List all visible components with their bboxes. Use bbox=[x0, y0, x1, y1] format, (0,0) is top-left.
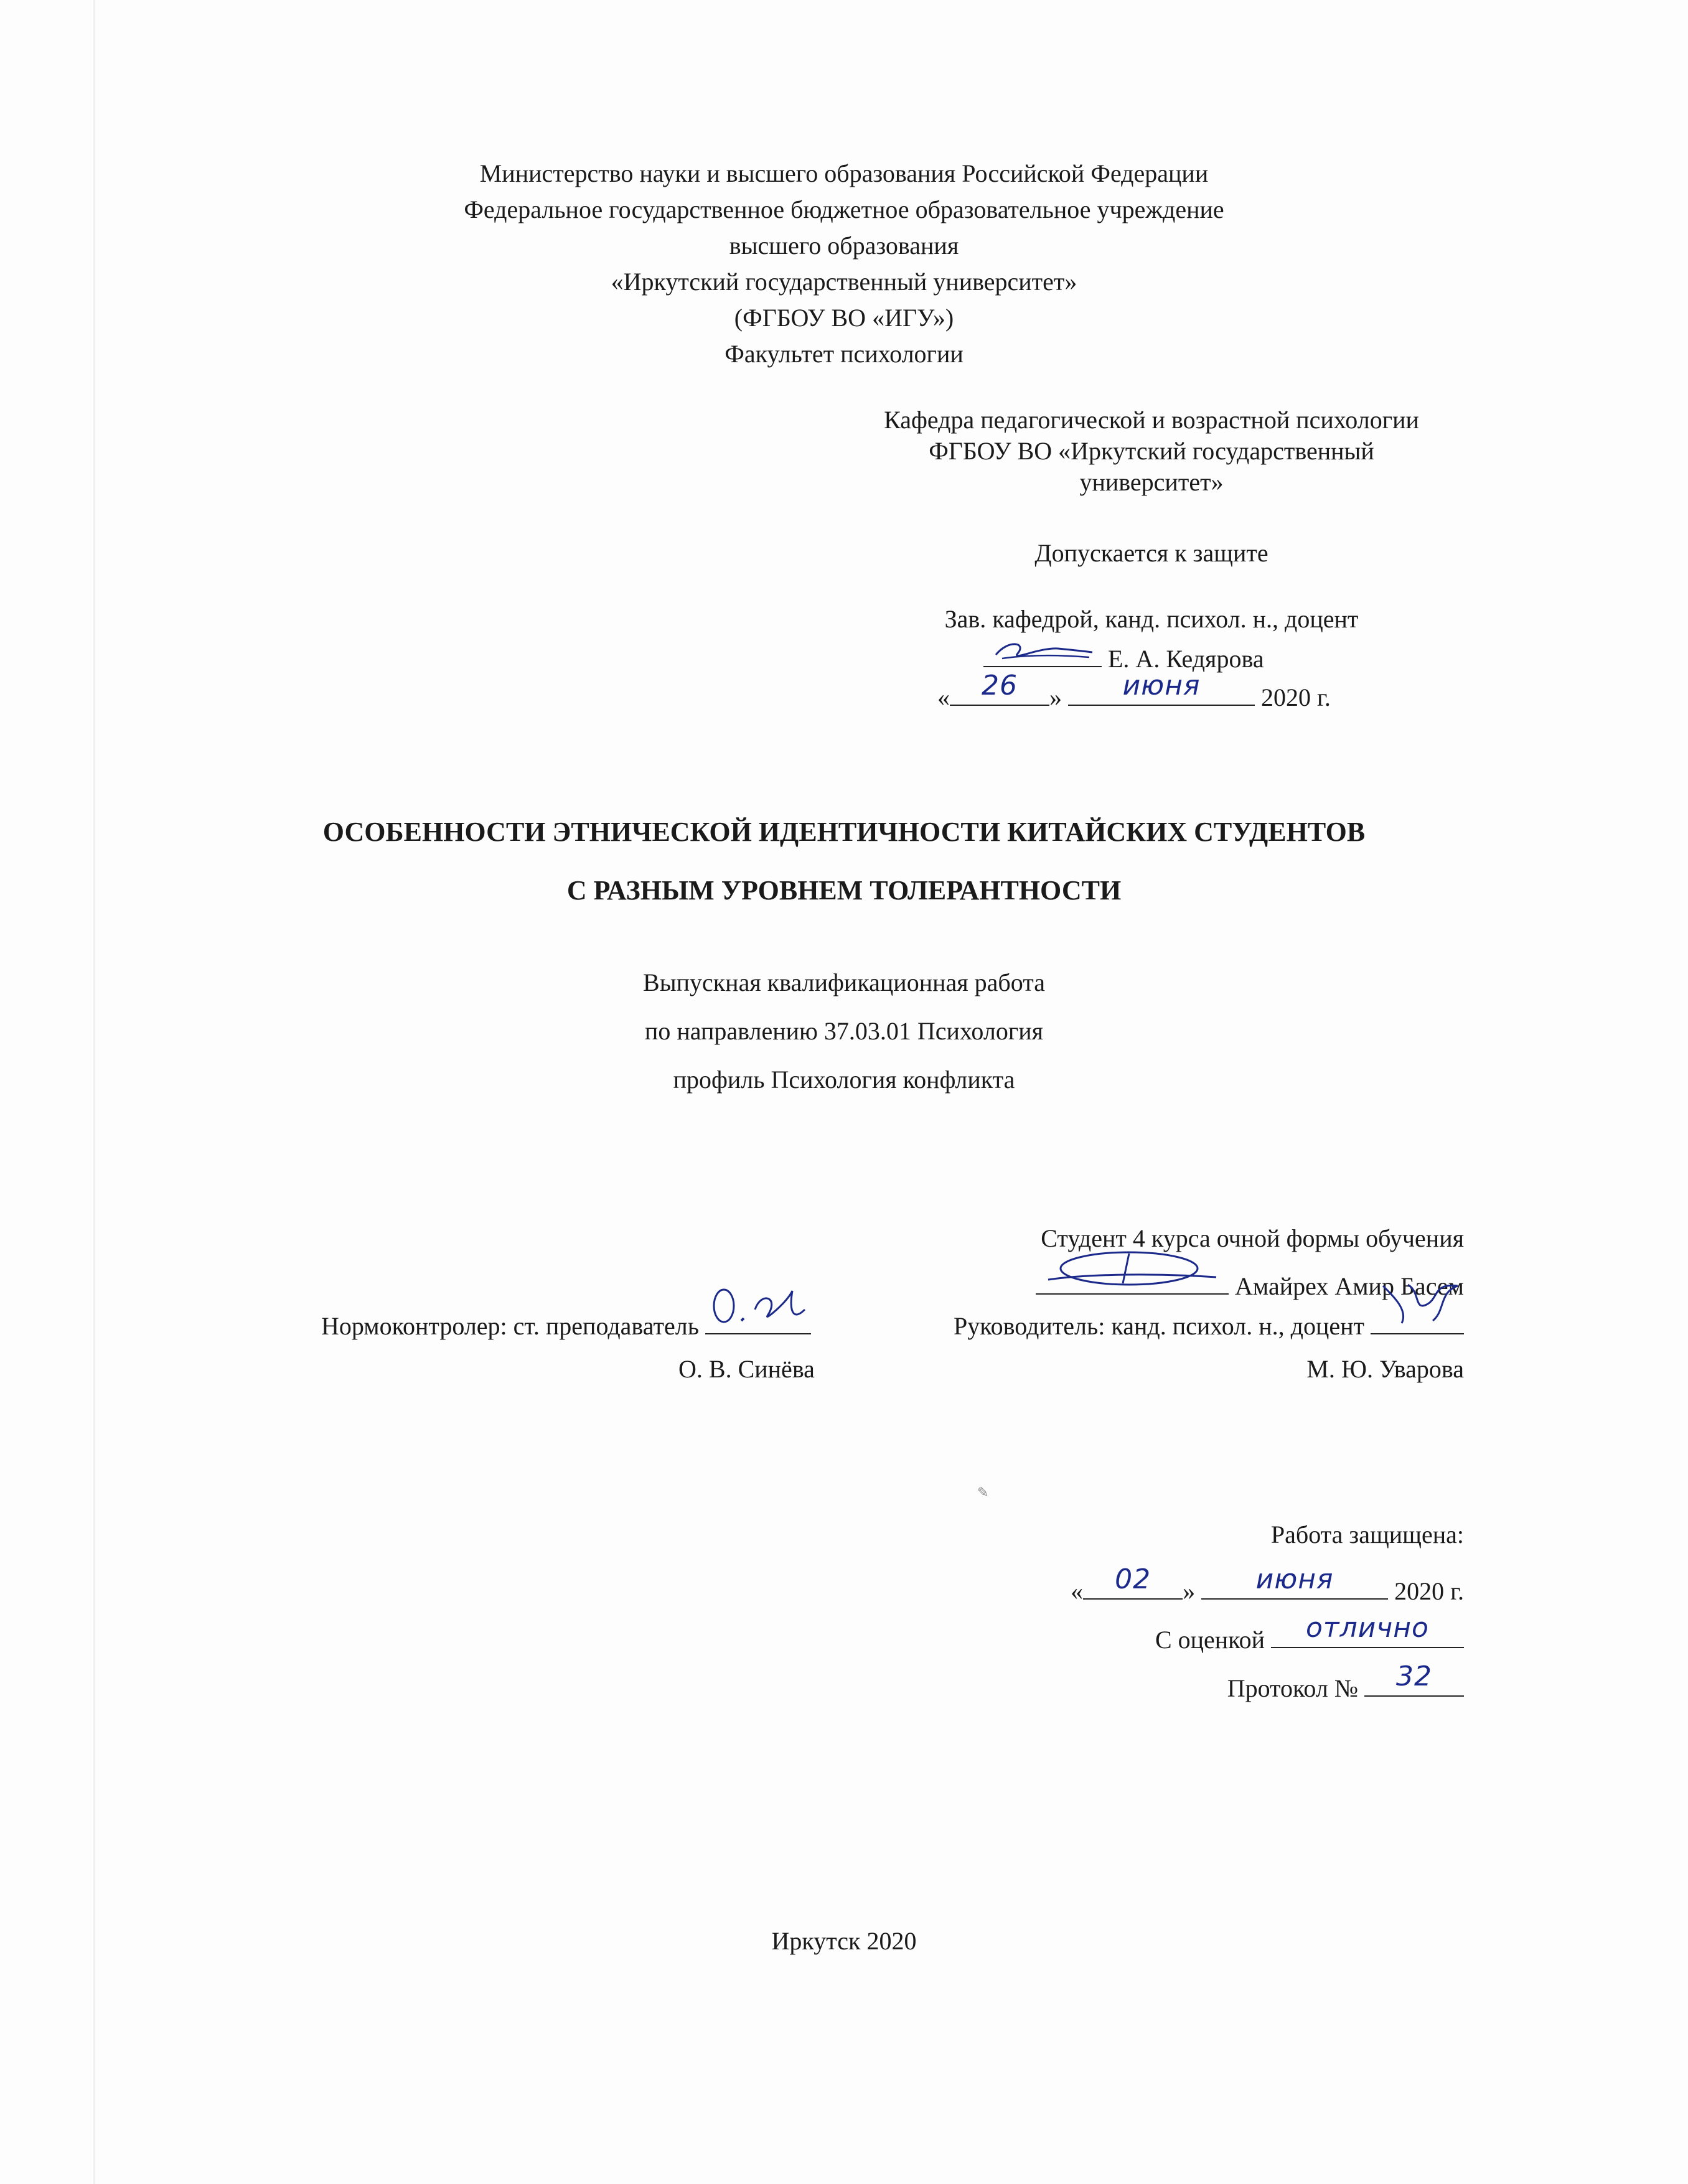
supervisor-label: Руководитель: канд. психол. н., доцент bbox=[953, 1312, 1364, 1340]
head-name: Е. А. Кедярова bbox=[1108, 645, 1264, 673]
protocol-value: 32 bbox=[1396, 1661, 1432, 1692]
department-line-2: ФГБОУ ВО «Иркутский государственный bbox=[929, 437, 1374, 465]
grade-value: отлично bbox=[1306, 1612, 1429, 1644]
defense-label: Работа защищена: bbox=[1270, 1521, 1464, 1549]
student-signature bbox=[1036, 1242, 1222, 1292]
defense-date-day-field bbox=[1083, 1563, 1183, 1600]
institution-header bbox=[0, 156, 1688, 372]
work-type-line-1: Выпускная квалификационная работа bbox=[643, 968, 1045, 996]
admission-date-year: 2020 г. bbox=[1261, 683, 1331, 711]
admission-date-day: 26 bbox=[982, 670, 1018, 701]
defense-date-day: 02 bbox=[1115, 1563, 1151, 1595]
department-block bbox=[809, 405, 1494, 498]
head-signature-line bbox=[983, 640, 1102, 667]
grade-row bbox=[1155, 1612, 1464, 1657]
faculty-line: Факультет психологии bbox=[724, 340, 964, 368]
normocontrol-row bbox=[321, 1307, 811, 1344]
normocontrol-signature bbox=[705, 1278, 811, 1328]
admission-label: Допускается к защите bbox=[1034, 539, 1268, 567]
admission-date-month-field bbox=[1068, 670, 1255, 706]
protocol-label: Протокол № bbox=[1227, 1674, 1358, 1702]
defense-date-month-field bbox=[1201, 1563, 1388, 1600]
protocol-row bbox=[1227, 1661, 1464, 1706]
normocontrol-name: О. В. Синёва bbox=[678, 1355, 815, 1383]
work-type-block bbox=[0, 958, 1688, 1104]
institution-line: Федеральное государственное бюджетное образовательное учреждение bbox=[464, 195, 1224, 223]
admission-block bbox=[809, 538, 1494, 569]
department-line-1: Кафедра педагогической и возрастной психологии bbox=[884, 406, 1419, 434]
student-label: Студент 4 курса очной формы обучения bbox=[1041, 1224, 1464, 1252]
head-of-department-block bbox=[809, 604, 1494, 635]
work-type-line-2: по направлению 37.03.01 Психология bbox=[644, 1017, 1044, 1045]
head-position: Зав. кафедрой, канд. психол. н., доцент bbox=[944, 605, 1359, 633]
city-year: Иркутск 2020 bbox=[771, 1927, 917, 1955]
admission-date-open-quote: « bbox=[937, 683, 950, 711]
scan-artefact-mark: ✎ bbox=[977, 1484, 989, 1500]
education-level-line: высшего образования bbox=[729, 232, 959, 260]
normocontrol-label: Нормоконтролер: ст. преподаватель bbox=[321, 1312, 699, 1340]
defense-date-month: июня bbox=[1255, 1563, 1334, 1595]
student-name: Амайрех Амир Басем bbox=[1235, 1272, 1464, 1300]
supervisor-signature bbox=[1371, 1273, 1464, 1329]
ministry-line: Министерство науки и высшего образования Российской Федерации bbox=[479, 159, 1209, 187]
protocol-field bbox=[1364, 1661, 1464, 1697]
footer bbox=[0, 1923, 1688, 1959]
university-name-line: «Иркутский государственный университет» bbox=[611, 268, 1077, 296]
normocontrol-signature-line bbox=[705, 1307, 811, 1334]
admission-date-row bbox=[937, 670, 1331, 715]
admission-date-day-field bbox=[950, 670, 1049, 706]
defense-date-close-quote: » bbox=[1183, 1577, 1196, 1605]
admission-date-month: июня bbox=[1122, 670, 1201, 701]
thesis-title-line-1: ОСОБЕННОСТИ ЭТНИЧЕСКОЙ ИДЕНТИЧНОСТИ КИТАЙСКИХ СТУДЕНТОВ bbox=[322, 817, 1366, 847]
grade-label: С оценкой bbox=[1155, 1626, 1265, 1654]
defense-date-open-quote: « bbox=[1071, 1577, 1084, 1605]
supervisor-row bbox=[954, 1307, 1464, 1344]
student-signature-line bbox=[1036, 1267, 1229, 1295]
thesis-title-line-2: С РАЗНЫМ УРОВНЕМ ТОЛЕРАНТНОСТИ bbox=[566, 875, 1122, 906]
thesis-title bbox=[0, 803, 1688, 920]
defense-date-row bbox=[1071, 1563, 1464, 1609]
defense-date-year: 2020 г. bbox=[1394, 1577, 1464, 1605]
department-line-3: университет» bbox=[1079, 468, 1224, 496]
supervisor-signature-line bbox=[1371, 1307, 1464, 1334]
grade-field bbox=[1271, 1612, 1464, 1648]
university-abbr-line: (ФГБОУ ВО «ИГУ») bbox=[734, 304, 954, 332]
admission-date-close-quote: » bbox=[1049, 683, 1062, 711]
head-signature bbox=[990, 636, 1095, 667]
supervisor-name: М. Ю. Уварова bbox=[1306, 1355, 1464, 1383]
work-type-line-3: профиль Психология конфликта bbox=[673, 1066, 1015, 1094]
